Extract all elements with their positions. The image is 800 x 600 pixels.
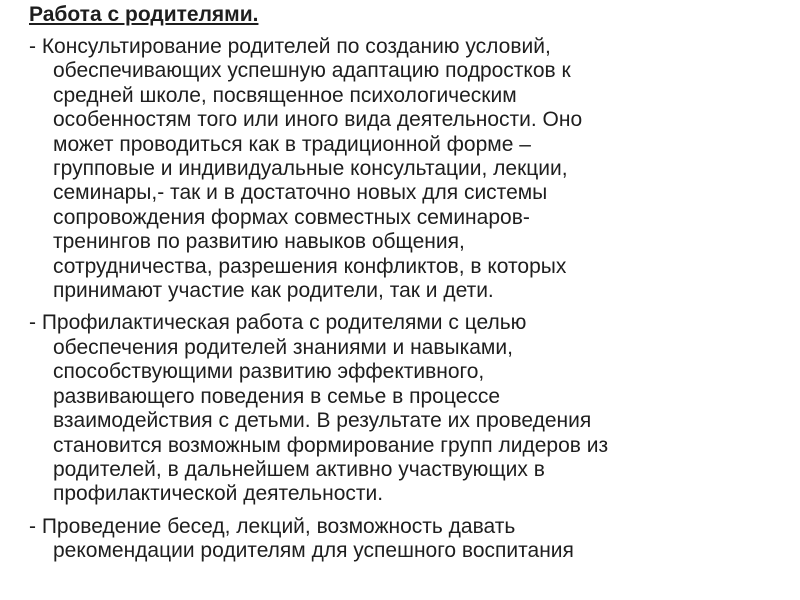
paragraph-line: - Консультирование родителей по созданию условий,	[29, 35, 551, 58]
paragraph-prevention	[29, 311, 770, 506]
paragraph-line: становится возможным формирование групп лидеров из	[53, 433, 609, 457]
paragraph-line: рекомендации родителям для успешного воспитания	[53, 539, 574, 563]
paragraph-line: профилактической деятельности.	[53, 482, 384, 506]
paragraph-line: способствующими развитию эффективного,	[53, 360, 485, 384]
paragraph-line: родителей, в дальнейшем активно участвующих в	[53, 457, 545, 481]
paragraph-line: средней школе, посвященное психологическим	[53, 83, 517, 107]
paragraph-line: сотрудничества, разрешения конфликтов, в которых	[53, 254, 567, 278]
paragraph-line: тренингов по развитию навыков общения,	[53, 230, 465, 254]
paragraph-line: семинары,- так и в достаточно новых для системы	[53, 181, 548, 205]
paragraph-line: сопровождения формах совместных семинаров-	[53, 205, 530, 229]
paragraph-conversations	[29, 515, 770, 564]
document-heading: Работа с родителями.	[29, 3, 259, 26]
paragraph-consulting	[29, 35, 770, 303]
paragraph-line: особенностям того или иного вида деятельности. Оно	[53, 108, 583, 132]
paragraph-line: - Проведение бесед, лекций, возможность давать	[29, 514, 516, 538]
paragraph-line: обеспечивающих успешную адаптацию подростков к	[53, 59, 571, 83]
paragraph-line: принимают участие как родители, так и дети.	[53, 279, 494, 303]
paragraph-line: - Профилактическая работа с родителями с целью	[29, 311, 527, 335]
paragraph-line: групповые и индивидуальные консультации, лекции,	[53, 157, 568, 181]
paragraph-line: развивающего поведения в семье в процессе	[53, 384, 501, 408]
paragraph-line: взаимодействия с детьми. В результате их проведения	[53, 409, 592, 433]
paragraph-line: может проводиться как в традиционной форме –	[53, 132, 531, 156]
paragraph-line: обеспечения родителей знаниями и навыками,	[53, 335, 513, 359]
